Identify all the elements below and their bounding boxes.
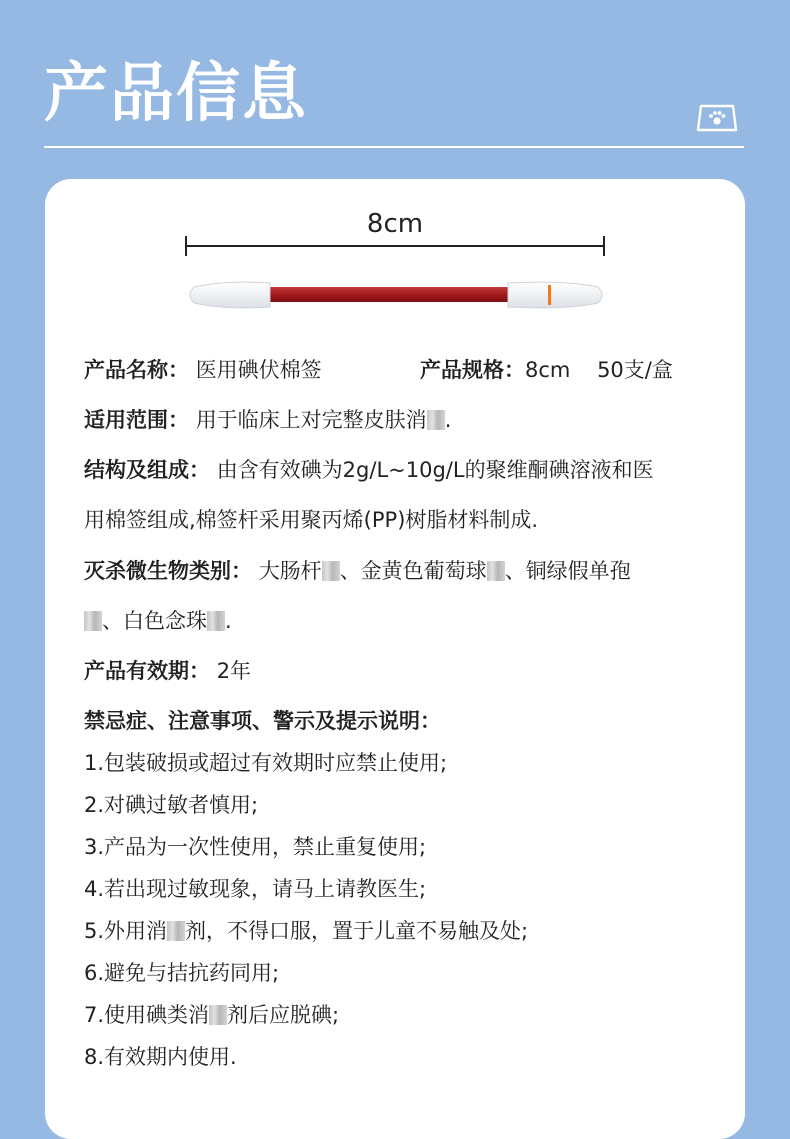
redacted-blur <box>209 1005 227 1025</box>
note-2: 2.对碘过敏者慎用; <box>84 793 259 817</box>
microbe-period: . <box>225 609 232 633</box>
note-1: 1.包装破损或超过有效期时应禁止使用; <box>84 751 448 775</box>
redacted-blur <box>487 561 505 581</box>
microbe-label: 灭杀微生物类别： <box>84 559 252 583</box>
structure-label: 结构及组成： <box>84 458 210 482</box>
scope-label: 适用范围： <box>84 408 189 432</box>
validity-row <box>84 656 251 686</box>
note-5-text-a: 5.外用消 <box>84 919 168 943</box>
page-title: 产品信息 <box>44 57 308 131</box>
dimension-label: 8cm <box>366 209 424 239</box>
product-name-label: 产品名称： <box>84 358 189 382</box>
note-7-text-a: 7.使用碘类消 <box>84 1003 210 1027</box>
note-3: 3.产品为一次性使用，禁止重复使用; <box>84 835 427 859</box>
validity-label: 产品有效期： <box>84 659 210 683</box>
microbe-text-4: 、白色念珠 <box>102 609 207 633</box>
redacted-blur <box>207 611 225 631</box>
note-7-text-b: 剂后应脱碘; <box>227 1003 340 1027</box>
product-size-value: 8cm 50支/盒 <box>525 358 673 382</box>
note-4: 4.若出现过敏现象，请马上请教医生; <box>84 877 427 901</box>
microbe-row <box>84 556 631 586</box>
dimension-tick-left <box>185 236 187 256</box>
spec-size-row <box>420 355 673 385</box>
warnings-heading: 禁忌症、注意事项、警示及提示说明： <box>84 709 441 733</box>
product-name-value: 医用碘伏棉签 <box>195 358 322 382</box>
microbe-line-2 <box>84 606 232 636</box>
scope-row <box>84 405 451 435</box>
note-7 <box>84 1000 339 1030</box>
note-5-text-b: 剂，不得口服，置于儿童不易触及处; <box>185 919 529 943</box>
redacted-blur <box>84 611 102 631</box>
paw-icon <box>696 103 738 133</box>
microbe-text-1: 大肠杆 <box>258 559 322 583</box>
redacted-blur <box>427 410 445 430</box>
header-divider <box>44 146 744 148</box>
note-6: 6.避免与拮抗药同用; <box>84 961 280 985</box>
product-size-label: 产品规格： <box>420 358 525 382</box>
scope-value: 用于临床上对完整皮肤消 <box>195 408 427 432</box>
redacted-blur <box>322 561 340 581</box>
structure-line-1: 由含有效碘为2g/L~10g/L的聚维酮碘溶液和医 <box>216 458 654 482</box>
note-5 <box>84 916 528 946</box>
microbe-text-3: 、铜绿假单孢 <box>504 559 631 583</box>
dimension-line <box>185 245 605 247</box>
validity-value: 2年 <box>216 659 252 683</box>
spec-name-row <box>84 355 322 385</box>
cotton-swab-image <box>186 278 606 312</box>
structure-row <box>84 455 654 485</box>
structure-line-2: 用棉签组成,棉签杆采用聚丙烯(PP)树脂材料制成. <box>84 508 539 532</box>
scope-period: . <box>444 408 452 432</box>
redacted-blur <box>167 921 185 941</box>
dimension-tick-right <box>603 236 605 256</box>
note-8: 8.有效期内使用. <box>84 1045 237 1069</box>
microbe-text-2: 、金黄色葡萄球 <box>339 559 487 583</box>
